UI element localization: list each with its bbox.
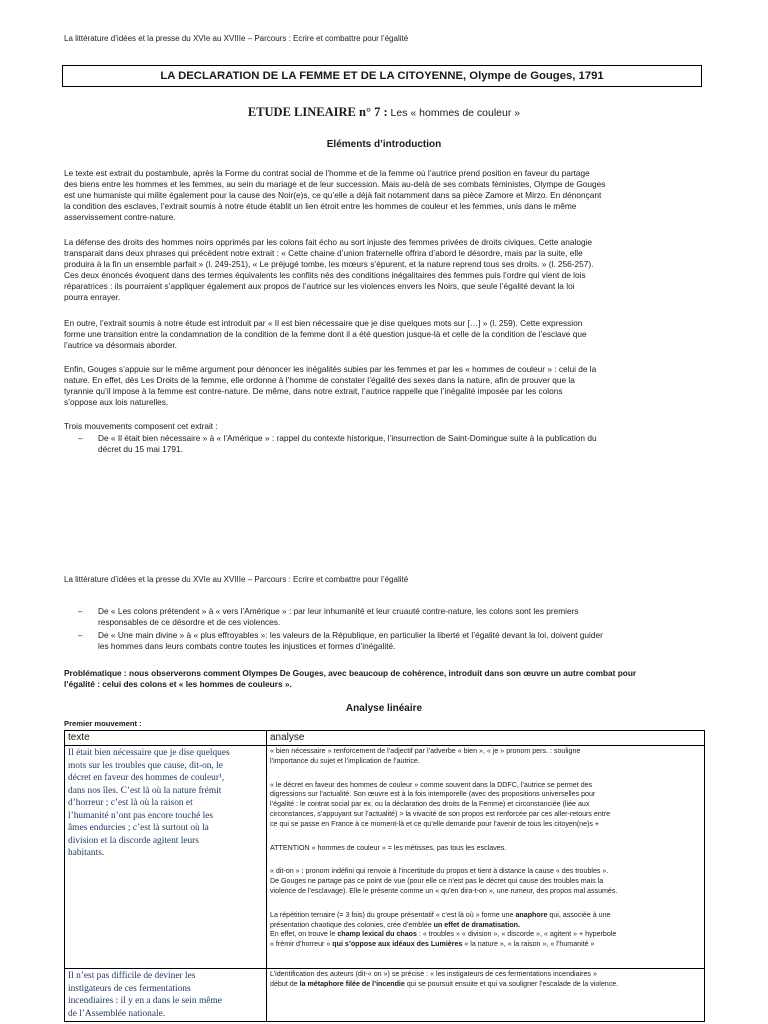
text-line: Enfin, Gouges s’appuie sur le même argument pour dénoncer les inégalités subies par les femmes et par les « hommes de couleur » : celui de la <box>64 364 597 374</box>
dash-bullet: – <box>78 630 83 640</box>
etude-heading <box>0 105 768 120</box>
text-line: l’égalité : le contrat social par ex. ou la déclaration des droits de la Femme) et circonstanciée (liée aux <box>270 800 590 809</box>
text-line: d’horreur ; c’est là où la raison et <box>68 798 193 808</box>
analysis-cell <box>267 969 705 1022</box>
text-line: En effet, on trouve le champ lexical du chaos : « troubles » « division », « discorde », « agitent » + hyperbole <box>270 930 617 939</box>
running-header-page-2: La littérature d’idées et la presse du XVIe au XVIIIe – Parcours : Ecrire et combattre pour l’égalité <box>64 575 409 584</box>
column-header-texte: texte <box>65 731 267 746</box>
text-line: décret du 15 mai 1791. <box>98 444 183 454</box>
text-line: « le décret en faveur des hommes de couleur » comme souvent dans la DDFC, l’autrice se permet des <box>270 780 593 789</box>
text-line: responsables de ce désordre et de ces violences. <box>98 617 281 627</box>
text-line: Il était bien nécessaire que je dise quelques <box>68 748 230 758</box>
text-line: « dit-on » : pronom indéfini qui renvoie à l’incertitude du propos et tient à distance la cause « des troubles ». <box>270 867 609 876</box>
text-line: les hommes dans leurs combats contre toutes les injustices et formes d’inégalité. <box>98 641 396 651</box>
text-line: la condition des esclaves, l’extrait soumis à notre étude établit un lien étroit entre les hommes de couleur et les femmes, unis dans le même <box>64 201 577 211</box>
analysis-cell <box>267 746 705 969</box>
text-line: de l’Assemblée nationale. <box>68 1008 166 1019</box>
text-line: L’identification des auteurs (dit-« on ») se précise : « les instigateurs de ces fermentations incendiaires » <box>270 970 597 978</box>
etude-label: ETUDE LINEAIRE n° 7 : <box>247 105 388 119</box>
text-line: division et la discorde agitent leurs <box>68 835 199 846</box>
text-line: En outre, l’extrait soumis à notre étude est introduit par « Il est bien nécessaire que je dise quelques mots sur […] » (l. 259). Cette expression <box>64 318 583 328</box>
column-header-analyse: analyse <box>267 731 705 746</box>
text-line: La défense des droits des hommes noirs opprimés par les colons fait écho au sort injuste des femmes privées de droits civiques. Cette analogie <box>64 237 593 247</box>
text-line: asservissement contre-nature. <box>64 212 176 222</box>
intro-paragraph-3 <box>64 318 704 351</box>
text-line: des biens entre les hommes et les femmes, au sein du mariage et de leur succession. Mais au-delà de ses combats féministes, Olympe de Gouges <box>64 179 606 189</box>
text-line: « frémir d’horreur » qui s’oppose aux idéaux des Lumières « la nature », « la raison », « l’humanité » <box>270 940 595 949</box>
warning-note: ATTENTION « hommes de couleur » = les métisses, pas tous les esclaves. <box>270 843 507 852</box>
text-line: violence de l’esclavage). Elle le présente comme un « qu’en dira-t-on », une rumeur, des propos mal assumés. <box>270 886 618 895</box>
page-title: LA DECLARATION DE LA FEMME ET DE LA CITOYENNE, Olympe de Gouges, 1791 <box>62 65 702 87</box>
text-line: décret en faveur des hommes de couleur¹, <box>68 773 225 783</box>
text-line: pourra enrayer. <box>64 292 121 302</box>
text-line: réparatrices : ils pourraient s’appliquer également aux propos de l’autrice sur les violences envers les Noirs, que seule l’égalité devant la loi <box>64 281 575 291</box>
running-header: La littérature d’idées et la presse du XVIe au XVIIIe – Parcours : Ecrire et combattre pour l’égalité <box>64 34 409 43</box>
quoted-text-cell <box>65 969 267 1022</box>
table-header-row <box>65 731 705 746</box>
etude-subject: Les « hommes de couleur » <box>387 107 521 119</box>
table-row <box>65 969 705 1022</box>
problematique <box>64 668 704 690</box>
text-line: tyrannie qu’il impose à la femme est contre-nature. De même, dans notre extrait, l’autrice rappelle que l’inégalité imposée par les colons <box>64 386 563 396</box>
analysis-heading: Analyse linéaire <box>345 703 423 714</box>
text-line: digressions sur l’actualité. Son œuvre est à la fois intemporelle (avec des propositions universelles pour <box>270 790 596 799</box>
first-movement-label: Premier mouvement : <box>64 719 142 728</box>
text-line: De « Il était bien nécessaire » à « l’Amérique » : rappel du contexte historique, l’insurrection de Saint-Domingue suite à la publication du <box>98 433 597 443</box>
text-line: De « Une main divine » à « plus effroyables »: les valeurs de la République, en particulier la liberté et l’égalité devant la loi, doivent guider <box>98 630 603 640</box>
text-line: circonstances, s’appuyant sur l’actualité) > la vivacité de son propos est renforcée par ces aller-retours entre <box>270 809 611 818</box>
text-line: Le texte est extrait du postambule, après la Forme du contrat social de l’homme et de la femme où l’autrice prend position en faveur du partage <box>64 168 590 178</box>
text-line: l’humanité n’ont pas encore touché les <box>68 810 214 821</box>
text-line: Il n’est pas difficile de deviner les <box>68 971 196 981</box>
text-line: dans nos îles. C’est là où la nature frémit <box>68 785 222 796</box>
text-line: présentation chaotique des colonies, crée d’emblée un effet de dramatisation. <box>270 920 520 929</box>
text-line: La répétition ternaire (= 3 fois) du groupe présentatif « c’est là où » forme une anaphore qui, associée à une <box>270 910 611 919</box>
table-row <box>65 746 705 969</box>
dash-bullet: – <box>78 606 83 616</box>
text-line: forme une transition entre la condamnation de la condition de la femme dont il a été question jusque-là et celle de la condition de l’esclave que <box>64 329 587 339</box>
intro-paragraph-1 <box>64 168 704 223</box>
text-line: produira à la fin un ensemble parfait » (l. 249-251), « Le préjugé tombe, les mœurs s’épurent, et la nature reprend tous ses droits. » (l. 256-257). <box>64 259 594 269</box>
text-line: transparait dans deux phrases qui précèdent notre extrait : « Cette chaine d’union fraternelle offrira d’abord le désordre, mais par la suite, elle <box>64 248 583 258</box>
text-line: l’égalité : celui des colons et « les hommes de couleurs ». <box>64 679 292 689</box>
text-line: De Gouges ne partage pas ce point de vue (pour elle ce n’est pas le décret qui cause des troubles mais la <box>270 877 604 886</box>
quoted-text-cell <box>65 746 267 969</box>
text-line: début de la métaphore filée de l’incendie qui se poursuit ensuite et qui va souligner l’escalade de la violence. <box>270 979 619 988</box>
text-line: ce qui se passe en France à ce moment-là et ce qu’elle demande pour l’avenir de tous les citoyen(ne)s + <box>270 819 600 828</box>
text-line: « bien nécessaire » renforcement de l’adjectif par l’adverbe « bien », « je » pronom pers. : souligne <box>270 747 581 755</box>
text-line: l’autrice va désormais aborder. <box>64 340 177 350</box>
dash-bullet: – <box>78 433 83 443</box>
text-line: incendiaires : il y en a dans le sein même <box>68 996 222 1006</box>
text-line: habitants. <box>68 848 105 858</box>
intro-heading: Eléments d’introduction <box>326 139 442 150</box>
text-line: Problématique : nous observerons comment Olympes De Gouges, avec beaucoup de cohérence, introduit dans son œuvre un autre combat pour <box>64 668 637 678</box>
intro-paragraph-4 <box>64 364 704 408</box>
text-line: De « Les colons prétendent » à « vers l’Amérique » : par leur inhumanité et leur cruauté contre-nature, les colons sont les premiers <box>98 606 579 616</box>
text-line: l’importance du sujet et l’implication de l’autrice. <box>270 756 420 765</box>
text-line: mots sur les troubles que cause, dit-on, le <box>68 760 223 771</box>
text-line: s’oppose aux lois naturelles. <box>64 397 169 407</box>
text-line: âmes endurcies ; c’est là surtout où la <box>68 823 209 833</box>
text-line: nature. En effet, dès Les Droits de la femme, elle ordonne à l’homme de constater l’égalité des sexes dans la nature, afin de prouver que la <box>64 375 575 385</box>
movements-intro: Trois mouvements composent cet extrait : <box>64 421 218 431</box>
text-line: Ces deux énoncés évoquent dans des termes équivalents les conflits nés des conditions inégalitaires des femmes puis l’ordre qui vient de lois <box>64 270 586 280</box>
intro-paragraph-2 <box>64 237 704 303</box>
text-line: est une humaniste qui milite également pour la cause des Noir(e)s, ce qu’elle a déjà fait notamment dans sa pièce Zamore et Mirzo. En dénonçant <box>64 190 602 200</box>
analysis-table <box>64 730 705 1022</box>
text-line: instigateurs de ces fermentations <box>68 983 191 994</box>
